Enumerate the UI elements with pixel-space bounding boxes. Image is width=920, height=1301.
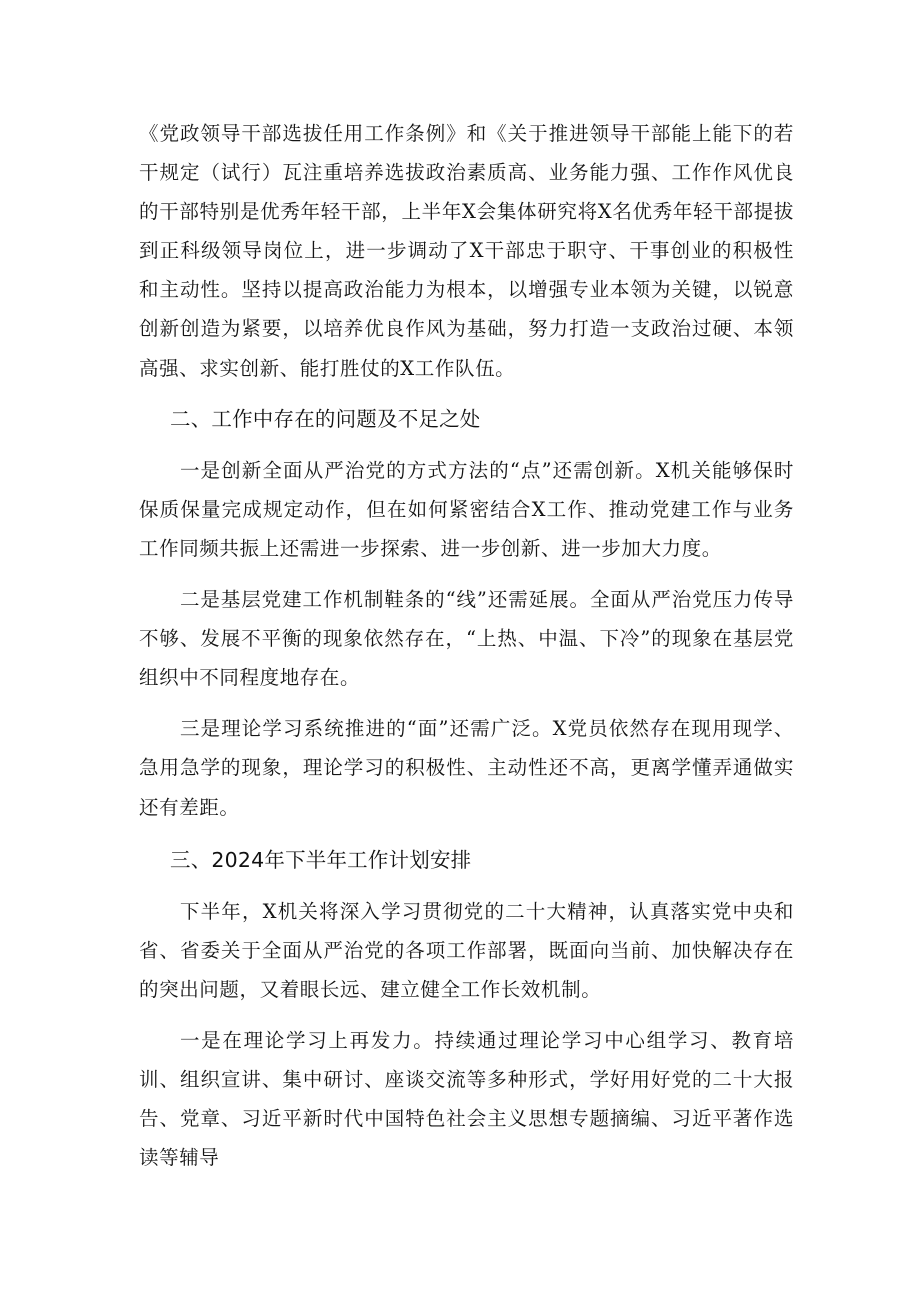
paragraph-plan-theory: 一是在理论学习上再发力。持续通过理论学习中心组学习、教育培训、组织宣讲、集中研讨、座谈交流等多种形式，学好用好党的二十大报告、党章、习近平新时代中国特色社会主义思想专题摘编、习近平著作选读等辅导 — [139, 1028, 794, 1170]
section-heading-plan: 三、2024年下半年工作计划安排 — [170, 847, 472, 872]
document-body — [139, 114, 794, 1177]
paragraph-plan-intro: 下半年，X机关将深入学习贯彻党的二十大精神，认真落实党中央和省、省委关于全面从严治党的各项工作部署，既面向当前、加快解决存在的突出问题，又着眼长远、建立健全工作长效机制。 — [139, 899, 794, 1001]
paragraph-problem-surface: 三是理论学习系统推进的“面”还需广泛。X党员依然存在现用现学、急用急学的现象，理论学习的积极性、主动性还不高，更离学懂弄通做实还有差距。 — [139, 717, 794, 819]
section-heading-problems: 二、工作中存在的问题及不足之处 — [170, 406, 481, 431]
paragraph-problem-point: 一是创新全面从严治党的方式方法的“点”还需创新。X机关能够保时保质保量完成规定动作，但在如何紧密结合X工作、推动党建工作与业务工作同频共振上还需进一步探索、进一步创新、进一步加大力度。 — [139, 458, 794, 560]
paragraph-problem-line: 二是基层党建工作机制鞋条的“线”还需延展。全面从严治党压力传导不够、发展不平衡的现象依然存在，“上热、中温、下冷”的现象在基层党组织中不同程度地存在。 — [139, 588, 794, 690]
paragraph-intro: 《党政领导干部选拔任用工作条例》和《关于推进领导干部能上能下的若干规定（试行）瓦注重培养选拔政治素质高、业务能力强、工作作风优良的干部特别是优秀年轻干部，上半年X会集体研究将X名优秀年轻干部提拔到正科级领导岗位上，进一步调动了X干部忠于职守、干事创业的积极性和主动性。坚持以提高政治能力为根本，以增强专业本领为关键，以锐意创新创造为紧要，以培养优良作风为基础，努力打造一支政治过硬、本领高强、求实创新、能打胜仗的X工作队伍。 — [139, 122, 794, 380]
